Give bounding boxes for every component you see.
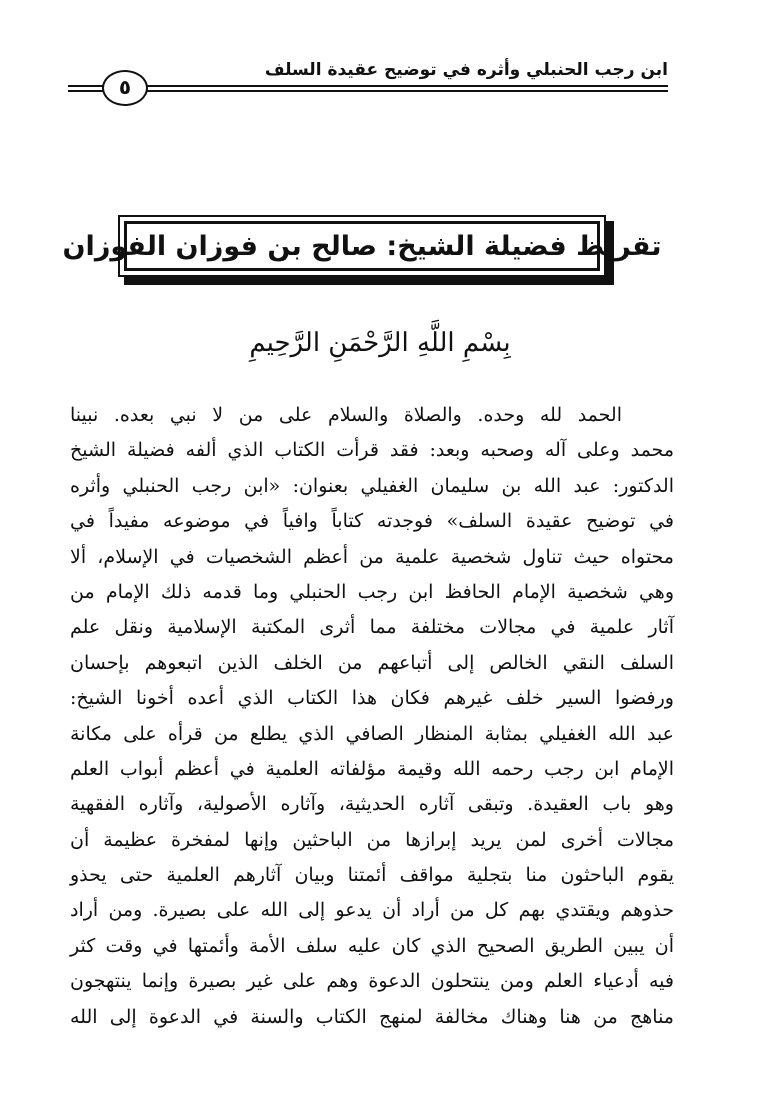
header-rule [144, 90, 668, 92]
body-text [70, 398, 674, 1035]
header-rule [68, 85, 104, 87]
header-rule [144, 85, 668, 87]
text-line: الحمد لله وحده. والصلاة والسلام على من لا نبي بعده. نبينا [70, 404, 622, 426]
text-line: مناهج من هنا وهناك مخالفة لمنهج الكتاب والسنة في الدعوة إلى الله [70, 1005, 674, 1028]
text-line: السلف النقي الخالص إلى أتباعهم من الخلف الذين اتبعوهم بإحسان [70, 651, 674, 674]
page-number: ٥ [102, 70, 148, 106]
text-line: وهي شخصية الإمام الحافظ ابن رجب الحنبلي وما قدمه ذلك الإمام من [70, 580, 674, 603]
page-header [68, 52, 668, 98]
header-rule [68, 90, 104, 92]
text-line: الدكتور: عبد الله بن سليمان الغفيلي بعنوان: «ابن رجب الحنبلي وأثره [70, 474, 674, 497]
text-line: الإمام ابن رجب رحمه الله وقيمة مؤلفاته العلمية في أعظم أبواب العلم [70, 757, 674, 780]
section-title-box [62, 215, 662, 277]
section-title-frame [62, 221, 662, 271]
text-line: فيه أدعياء العلم ومن ينتحلون الدعوة وهم على غير بصيرة وإنما ينتهجون [70, 970, 674, 993]
text-line: محمد وعلى آله وصحبه وبعد: فقد قرأت الكتاب الذي ألفه فضيلة الشيخ [70, 439, 674, 462]
text-line: محتواه حيث تناول شخصية علمية من أعظم الشخصيات في الإسلام، ألا [70, 545, 674, 568]
section-title: تقريظ فضيلة الشيخ: صالح بن فوزان الفوزان [62, 230, 662, 262]
text-line: مجالات أخرى لمن يريد إبرازها من الباحثين وإنها لمفخرة عظيمة أن [70, 828, 674, 851]
text-line: يقوم الباحثون منا بتجلية مواقف أئمتنا وبيان آثارهم العلمية حتى يحذو [70, 864, 674, 887]
basmala: بِسْمِ اللَّهِ الرَّحْمَنِ الرَّحِيمِ [249, 328, 511, 358]
text-line: في توضيح عقيدة السلف» فوجدته كتاباً وافياً في موضوعه مفيداً في [70, 510, 674, 533]
text-line: وهو باب العقيدة. وتبقى آثاره الحديثية، وآثاره الأصولية، وآثاره الفقهية [70, 793, 674, 816]
text-line: ورفضوا السير خلف غيرهم فكان هذا الكتاب الذي أعده أخونا الشيخ: [70, 687, 674, 710]
text-line: آثار علمية في مجالات مختلفة مما أثرى المكتبة الإسلامية ونقل علم [70, 616, 674, 639]
text-line: أن يبين الطريق الصحيح الذي كان عليه سلف الأمة وأئمتها في وقت كثر [70, 934, 674, 957]
text-line: عبد الله الغفيلي بمثابة المنظار الصافي الذي يطلع من قرأه على مكانة [70, 722, 674, 745]
running-title: ابن رجب الحنبلي وأثره في توضيح عقيدة السلف [264, 60, 668, 80]
text-line: حذوهم ويقتدي بهم كل من أراد أن يدعو إلى الله على بصيرة. ومن أراد [70, 899, 674, 922]
